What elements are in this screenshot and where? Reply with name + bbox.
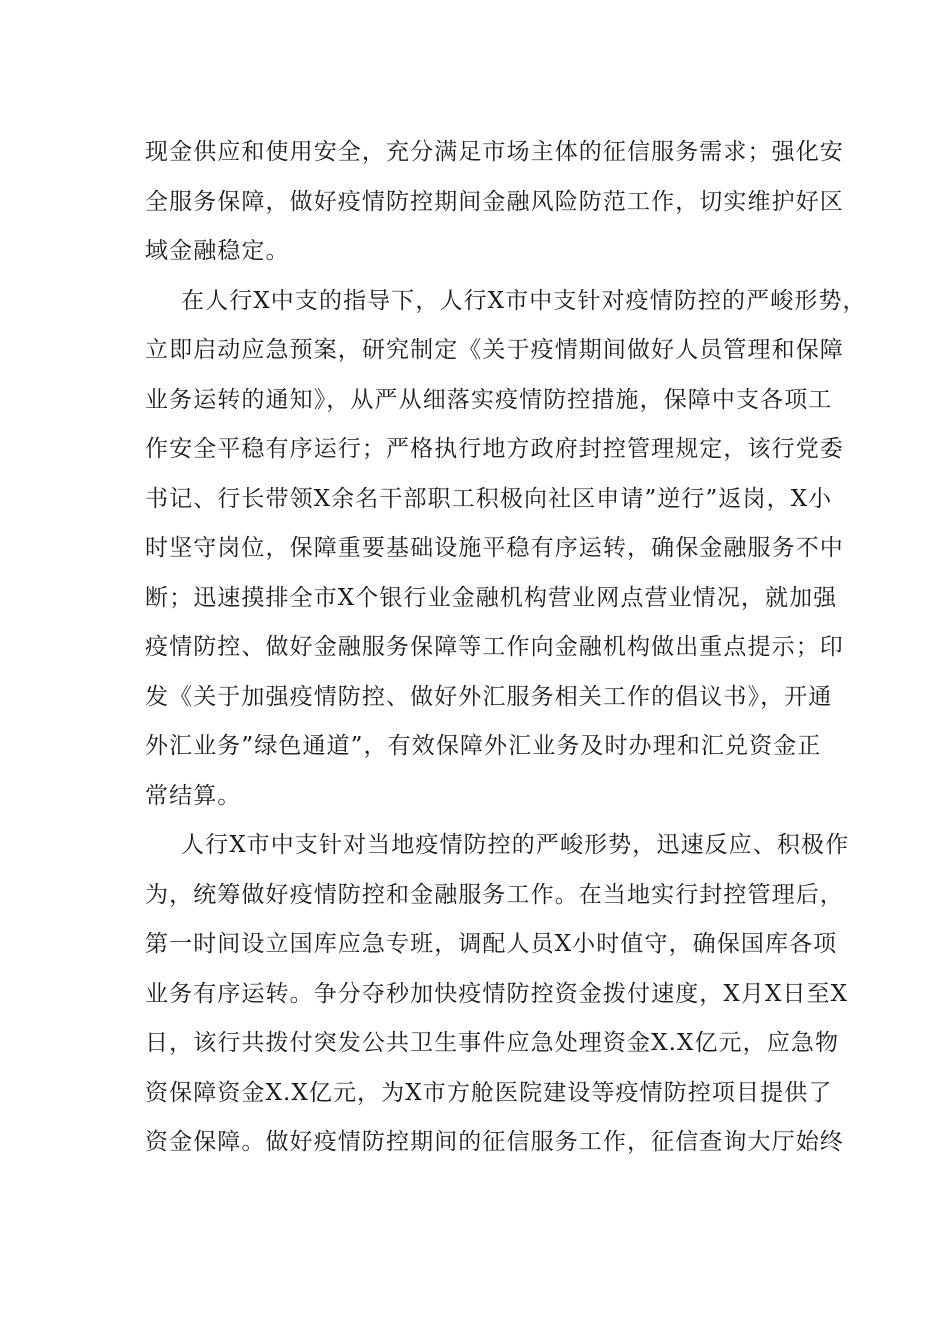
text-line: 全服务保障，做好疫情防控期间金融风险防范工作，切实维护好区 bbox=[145, 188, 844, 215]
text-line: 资金保障。做好疫情防控期间的征信服务工作，征信查询大厅始终 bbox=[145, 1129, 844, 1155]
text-line: 断；迅速摸排全市X个银行业金融机构营业网点营业情况，就加强 bbox=[145, 584, 838, 611]
text-line: 业务有序运转。争分夺秒加快疫情防控资金拨付速度，X月X日至X bbox=[145, 980, 849, 1007]
text-line: 在人行X中支的指导下，人行X市中支针对疫情防控的严峻形势， bbox=[181, 287, 867, 314]
text-line: 疫情防控、做好金融服务保障等工作向金融机构做出重点提示；印 bbox=[145, 634, 844, 660]
text-line: 作安全平稳有序运行；严格执行地方政府封控管理规定，该行党委 bbox=[145, 436, 844, 462]
text-line: 现金供应和使用安全，充分满足市场主体的征信服务需求；强化安 bbox=[145, 139, 844, 165]
text-line: 日，该行共拨付突发公共卫生事件应急处理资金X.X亿元，应急物 bbox=[145, 1030, 840, 1056]
text-line: 立即启动应急预案，研究制定《关于疫情期间做好人员管理和保障 bbox=[145, 337, 844, 363]
text-line: 书记、行长带领X余名干部职工积极向社区申请”逆行”返岗，X小 bbox=[145, 485, 833, 512]
text-line: 外汇业务”绿色通道”，有效保障外汇业务及时办理和汇兑资金正 bbox=[145, 733, 822, 759]
body-text bbox=[145, 128, 867, 1168]
text-line: 资保障资金X.X亿元，为X市方舱医院建设等疫情防控项目提供了 bbox=[145, 1079, 833, 1106]
text-line: 为，统筹做好疫情防控和金融服务工作。在当地实行封控管理后， bbox=[145, 881, 844, 908]
paragraph-1 bbox=[145, 128, 844, 277]
text-line: 业务运转的通知》，从严从细落实疫情防控措施，保障中支各项工 bbox=[145, 386, 833, 413]
text-line: 域金融稳定。 bbox=[145, 238, 290, 264]
text-line: 时坚守岗位，保障重要基础设施平稳有序运转，确保金融服务不中 bbox=[145, 535, 844, 561]
text-line: 常结算。 bbox=[145, 782, 242, 809]
paragraph-2 bbox=[145, 277, 867, 822]
text-line: 第一时间设立国库应急专班，调配人员X小时值守，确保国库各项 bbox=[145, 931, 838, 957]
paragraph-3 bbox=[145, 821, 850, 1168]
text-line: 发《关于加强疫情防控、做好外汇服务相关工作的倡议书》，开通 bbox=[145, 683, 833, 710]
text-line: 人行X市中支针对当地疫情防控的严峻形势，迅速反应、积极作 bbox=[181, 832, 850, 858]
